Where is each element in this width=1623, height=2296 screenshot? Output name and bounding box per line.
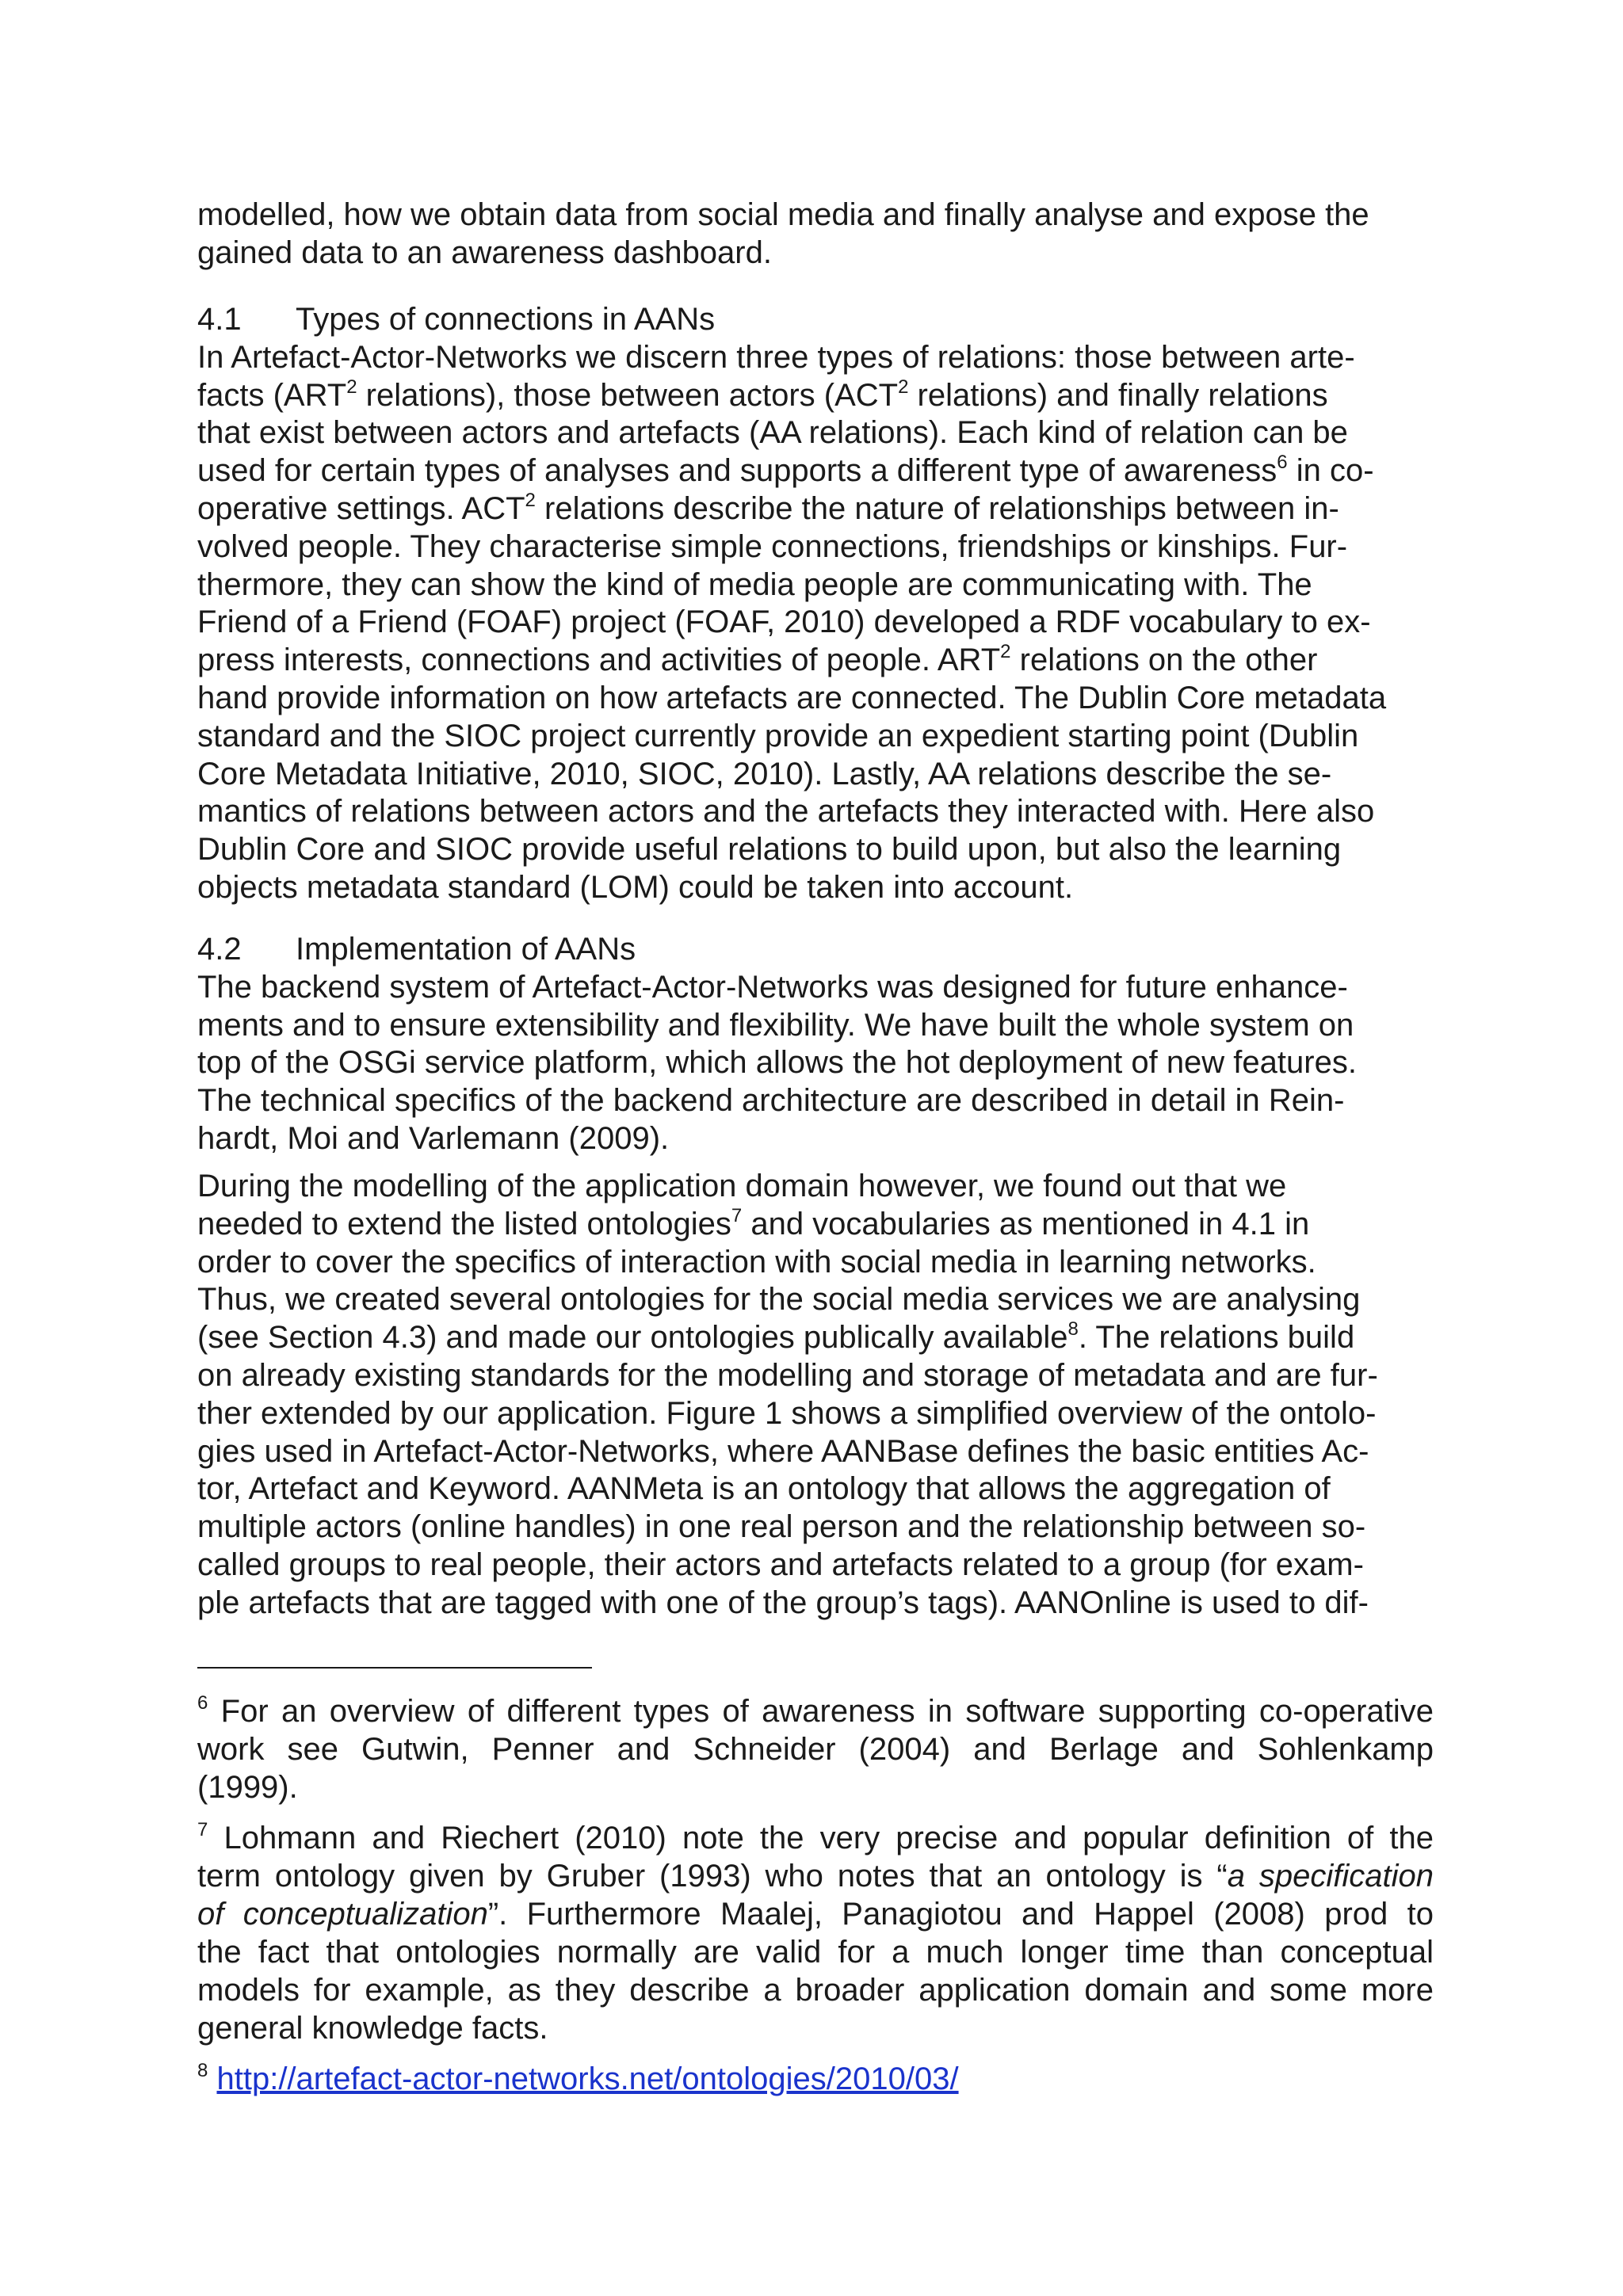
- footnote-line: [197, 2060, 1434, 2098]
- section-title: Implementation of AANs: [296, 932, 636, 967]
- footnote-line: [197, 1819, 1434, 1857]
- text-run: relations describe the nature of relationships between in-: [535, 490, 1339, 526]
- footnote-ref-7[interactable]: 7: [731, 1204, 743, 1226]
- footnote-line: [197, 1857, 1434, 1895]
- paragraph-line: The technical specifics of the backend architecture are described in detail in Rein-: [197, 1083, 1345, 1119]
- paragraph-line: The backend system of Artefact-Actor-Networks was designed for future enhance-: [197, 969, 1348, 1005]
- footnote-ref-8[interactable]: 8: [1067, 1318, 1079, 1341]
- text-run: needed to extend the listed ontologies: [197, 1206, 731, 1241]
- section-number: 4.2: [197, 932, 242, 967]
- paragraph-line: objects metadata standard (LOM) could be taken into account.: [197, 869, 1074, 905]
- paragraph-line: Core Metadata Initiative, 2010, SIOC, 2010). Lastly, AA relations describe the se-: [197, 756, 1332, 791]
- intro-line: gained data to an awareness dashboard.: [197, 235, 772, 270]
- paragraph-line: During the modelling of the application domain however, we found out that we: [197, 1169, 1287, 1203]
- text-run: Lohmann and Riechert (2010) note the very precise and popular definition of the: [208, 1821, 1434, 1855]
- paragraph-line: ther extended by our application. Figure 1 shows a simplified overview of the ontolo-: [197, 1395, 1377, 1431]
- superscript: 2: [346, 376, 357, 398]
- superscript: 2: [1000, 641, 1011, 663]
- section-number: 4.1: [197, 302, 242, 337]
- paragraph-line: volved people. They characterise simple connections, friendships or kinships. Fur-: [197, 528, 1348, 564]
- footnote-8: [197, 2060, 1434, 2098]
- text-run: (see Section 4.3) and made our ontologies publically available: [197, 1320, 1068, 1356]
- footnote-line: (1999).: [197, 1770, 298, 1805]
- paragraph-line: multiple actors (online handles) in one real person and the relationship between so-: [197, 1509, 1366, 1545]
- footnote-mark: 8: [197, 2060, 208, 2081]
- paragraph-line: that exist between actors and artefacts (AA relations). Each kind of relation can be: [197, 415, 1348, 451]
- text-run: facts (ART: [197, 377, 347, 413]
- footnote-mark: 6: [197, 1692, 208, 1714]
- intro-line: modelled, how we obtain data from social media and finally analyse and expose the: [197, 197, 1369, 232]
- footnote-6: [197, 1692, 1434, 1806]
- footnote-line: [197, 1692, 1434, 1730]
- footnote-line: general knowledge facts.: [197, 2011, 548, 2046]
- text-run: press interests, connections and activities of people. ART: [197, 643, 1001, 678]
- section-heading-4-2: [197, 931, 1434, 969]
- section-4-1: [197, 301, 1434, 907]
- paragraph-line: thermore, they can show the kind of media people are communicating with. The: [197, 566, 1312, 602]
- text-run: For an overview of different types of awareness in software supporting co-operative: [208, 1694, 1434, 1729]
- paragraph-line: [197, 1206, 1434, 1244]
- footnote-line: the fact that ontologies normally are valid for a much longer time than conceptual: [197, 1935, 1434, 1970]
- superscript: 2: [898, 376, 909, 398]
- text-run: relations), those between actors (ACT: [357, 377, 899, 413]
- section-title: Types of connections in AANs: [296, 302, 716, 337]
- paragraph-line: [197, 377, 1434, 415]
- paragraph-line: [197, 452, 1434, 490]
- paragraph-line: ments and to ensure extensibility and flexibility. We have built the whole system on: [197, 1007, 1354, 1043]
- section-4-2: [197, 931, 1434, 1158]
- italic-quote: a specification: [1227, 1859, 1434, 1894]
- footnote-mark: 7: [197, 1819, 208, 1840]
- footnote-line: work see Gutwin, Penner and Schneider (2004) and Berlage and Sohlenkamp: [197, 1732, 1434, 1767]
- footnote-line: models for example, as they describe a broader application domain and some more: [197, 1973, 1434, 2008]
- text-run: used for certain types of analyses and supports a different type of awareness: [197, 453, 1277, 489]
- paragraph-line: [197, 1319, 1434, 1357]
- footnote-separator: [197, 1667, 592, 1669]
- text-run: term ontology given by Gruber (1993) who notes that an ontology is “: [197, 1859, 1228, 1894]
- text-run: ”. Furthermore Maalej, Panagiotou and Happel (2008) prod to: [487, 1897, 1434, 1932]
- text-run: relations) and finally relations: [908, 377, 1328, 413]
- paragraph-line: top of the OSGi service platform, which allows the hot deployment of new features.: [197, 1045, 1357, 1081]
- paragraph-line: order to cover the specifics of interaction with social media in learning networks.: [197, 1244, 1316, 1280]
- paragraph-line: called groups to real people, their actors and artefacts related to a group (for exam-: [197, 1547, 1364, 1582]
- paragraph-line: gies used in Artefact-Actor-Networks, where AANBase defines the basic entities Ac-: [197, 1433, 1369, 1469]
- text-run: and vocabularies as mentioned in 4.1 in: [742, 1206, 1310, 1241]
- paragraph-line: tor, Artefact and Keyword. AANMeta is an ontology that allows the aggregation of: [197, 1471, 1331, 1507]
- ontology-url-link[interactable]: http://artefact-actor-networks.net/ontologies/2010/03/: [216, 2061, 959, 2096]
- text-run: . The relations build: [1078, 1320, 1355, 1356]
- paragraph-line: [197, 642, 1434, 680]
- paragraph-line: Friend of a Friend (FOAF) project (FOAF, 2010) developed a RDF vocabulary to ex-: [197, 605, 1371, 640]
- section-4-2-paragraph-2: [197, 1168, 1434, 1623]
- paragraph-line: In Artefact-Actor-Networks we discern three types of relations: those between arte-: [197, 339, 1355, 375]
- footnote-ref-6[interactable]: 6: [1277, 452, 1288, 474]
- paragraph-line: [197, 490, 1434, 528]
- italic-quote: of conceptualization: [197, 1897, 488, 1932]
- paragraph-line: standard and the SIOC project currently provide an expedient starting point (Dublin: [197, 718, 1359, 753]
- text-run: in co-: [1287, 453, 1374, 489]
- section-heading-4-1: [197, 301, 1434, 339]
- paragraph-line: Dublin Core and SIOC provide useful relations to build upon, but also the learning: [197, 832, 1342, 868]
- footnote-7: [197, 1819, 1434, 2047]
- paragraph-line: Thus, we created several ontologies for the social media services we are analysing: [197, 1282, 1361, 1318]
- paragraph-line: on already existing standards for the modelling and storage of metadata and are fur-: [197, 1357, 1378, 1393]
- paragraph-line: hand provide information on how artefacts are connected. The Dublin Core metadata: [197, 680, 1387, 715]
- text-run: operative settings. ACT: [197, 490, 525, 526]
- paragraph-line: ple artefacts that are tagged with one of the group’s tags). AANOnline is used to dif-: [197, 1585, 1369, 1620]
- superscript: 2: [525, 489, 536, 511]
- paragraph-line: hardt, Moi and Varlemann (2009).: [197, 1120, 670, 1156]
- footnote-line: [197, 1895, 1434, 1933]
- text-run: relations on the other: [1010, 643, 1318, 678]
- paragraph-line: mantics of relations between actors and the artefacts they interacted with. Here also: [197, 794, 1375, 830]
- intro-paragraph: [197, 196, 1434, 273]
